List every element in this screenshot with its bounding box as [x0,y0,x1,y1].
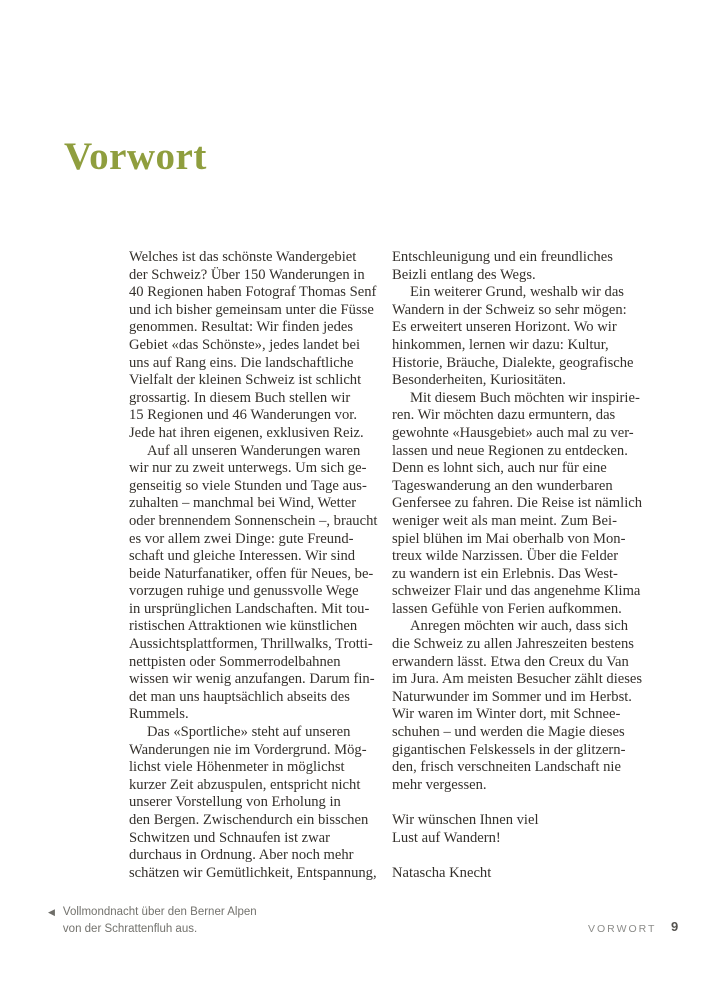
text-line: den, frisch verschneiten Landschaft nie [392,759,621,776]
footer-section-label: VORWORT [588,923,657,935]
text-line: Wir waren im Winter dort, mit Schnee- [392,706,621,723]
page-number: 9 [671,919,679,934]
text-line: genommen. Resultat: Wir finden jedes [129,319,354,336]
text-line [392,847,652,865]
text-line: Tageswanderung an den wunderbaren [392,477,613,494]
text-line: Welches ist das schönste Wandergebiet [129,249,357,265]
text-line: Denn es lohnt sich, auch nur für eine [392,460,607,477]
text-line: 15 Regionen und 46 Wanderungen vor. [129,407,357,424]
text-line: vorzugen ruhige und genussvolle Wege [129,583,359,600]
text-line: mehr vergessen. [392,776,487,793]
text-line: Gebiet «das Schönste», jedes landet bei [129,336,361,353]
caption-arrow-icon: ◀ [48,907,55,917]
text-line: treux wilde Narzissen. Über die Felder [392,548,619,565]
text-line: Genfersee zu fahren. Die Reise ist nämlich [392,495,643,512]
text-line: es vor allem zwei Dinge: gute Freund- [129,530,354,547]
text-line: Schwitzen und Schnaufen ist zwar [129,829,331,846]
text-line: Besonderheiten, Kuriositäten. [392,372,566,389]
text-line: Wir wünschen Ihnen viel [392,812,539,828]
text-line: Aussichtsplattformen, Thrillwalks, Trotti- [129,636,373,653]
text-line: beide Naturfanatiker, offen für Neues, be- [129,565,374,582]
text-line: gigantischen Felskessels in der glitzern- [392,741,626,758]
text-line: schweizer Flair und das angenehme Klima [392,583,641,600]
text-line: ren. Wir möchten dazu ermuntern, das [392,407,616,424]
text-line: die Schweiz zu allen Jahreszeiten bestens [392,636,634,653]
text-line: kurzer Zeit abzuspulen, entspricht nicht [129,776,361,793]
text-line: lassen und neue Regionen zu entdecken. [392,442,628,459]
text-line: lichst viele Höhenmeter in möglichst [129,759,345,776]
text-line: zuhalten – manchmal bei Wind, Wetter [129,495,357,512]
text-line: Historie, Bräuche, Dialekte, geografische [392,354,634,371]
text-line: in ursprünglichen Landschaften. Mit tou- [129,600,370,617]
text-line: wir nur zu zweit unterwegs. Um sich ge- [129,460,367,477]
text-line [392,794,652,812]
text-line: uns auf Rang eins. Die landschaftliche [129,354,354,371]
text-line: lassen Gefühle von Ferien aufkommen. [392,600,622,617]
text-column-2 [392,249,652,882]
text-line: im Jura. Am meisten Besucher zählt dieses [392,671,643,688]
text-line: Jede hat ihren eigenen, exklusiven Reiz. [129,424,364,441]
page-title: Vorwort [64,135,207,178]
text-line: Ein weiterer Grund, weshalb wir das [410,284,624,301]
text-line: Mit diesem Buch möchten wir inspirie- [410,389,640,406]
photo-caption [48,904,257,938]
text-line: Lust auf Wandern! [392,829,501,846]
text-line: und ich bisher gemeinsam unter die Füsse [129,301,374,318]
text-line: gewohnte «Hausgebiet» auch mal zu ver- [392,424,634,441]
text-line: Es erweitert unseren Horizont. Wo wir [392,319,617,336]
text-line: erwandern lässt. Etwa den Creux du Van [392,653,629,670]
text-line: Beizli entlang des Wegs. [392,266,536,283]
text-line: Auf all unseren Wanderungen waren [147,442,361,459]
text-line: Wandern in der Schweiz so sehr mögen: [392,301,627,318]
text-line: weniger weit als man meint. Zum Bei- [392,512,617,529]
text-line: schuhen – und werden die Magie dieses [392,724,625,741]
text-line: Anregen möchten wir auch, dass sich [410,618,629,635]
text-line: Vielfalt der kleinen Schweiz ist schlicht [129,372,362,389]
text-column-1 [129,249,389,882]
text-line: schätzen wir Gemütlichkeit, Entspannung, [129,864,377,881]
text-line: det man uns hauptsächlich abseits des [129,688,350,705]
caption-line: Vollmondnacht über den Berner Alpen [62,906,257,918]
text-line: wissen wir wenig anzufangen. Darum fin- [129,671,375,688]
text-line: den Bergen. Zwischendurch ein bisschen [129,812,369,828]
text-line: Wanderungen nie im Vordergrund. Mög- [129,741,367,758]
text-line: schaft und gleiche Interessen. Wir sind [129,548,356,565]
text-line: genseitig so viele Stunden und Tage aus- [129,477,367,494]
text-line: oder brennendem Sonnenschein –, braucht [129,512,378,529]
text-line: ristischen Attraktionen wie künstlichen [129,618,358,635]
text-line: Natascha Knecht [392,864,492,881]
text-line: 40 Regionen haben Fotograf Thomas Senf [129,284,377,301]
text-line: Das «Sportliche» steht auf unseren [147,724,351,741]
text-line: spiel blühen im Mai oberhalb von Mon- [392,530,626,547]
text-line: Rummels. [129,706,189,723]
text-line: grossartig. In diesem Buch stellen wir [129,389,351,406]
text-line: unserer Vorstellung von Erholung in [129,794,341,811]
text-line: der Schweiz? Über 150 Wanderungen in [129,266,365,283]
text-line: nettpisten oder Sommerrodelbahnen [129,653,341,670]
text-line: hinkommen, lernen wir dazu: Kultur, [392,336,609,353]
caption-line: von der Schrattenfluh aus. [62,923,198,935]
text-line: durchaus in Ordnung. Aber noch mehr [129,847,354,864]
text-line: Naturwunder im Sommer und im Herbst. [392,688,632,705]
text-line: Entschleunigung und ein freundliches [392,249,613,265]
caption-text [63,904,257,938]
text-line: zu wandern ist ein Erlebnis. Das West- [392,565,618,582]
